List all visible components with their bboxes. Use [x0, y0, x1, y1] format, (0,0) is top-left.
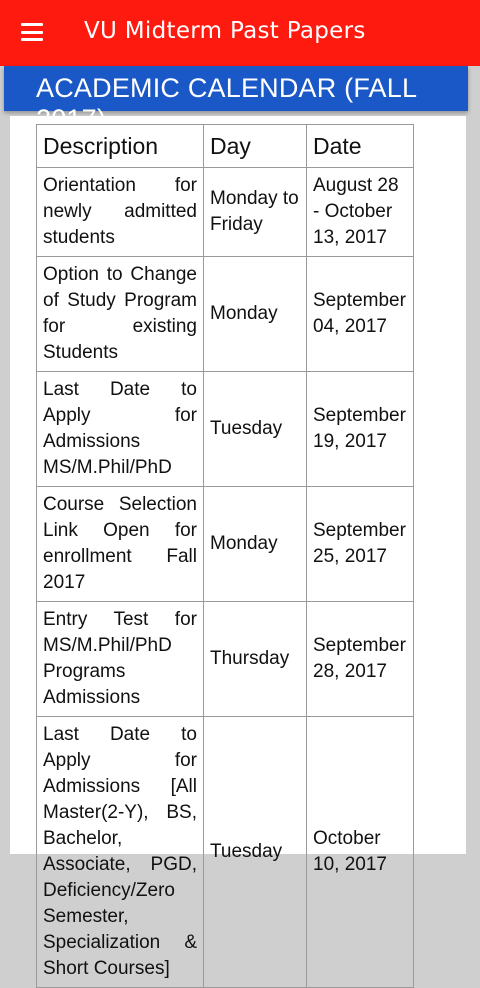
cell-day: Tuesday [204, 717, 307, 988]
cell-day: Monday [204, 257, 307, 372]
cell-description: Last Date to Apply for Admissions [All Master(2-Y), BS, Bachelor, Associate, PGD, Deficiency/Zero Semester, Specialization & Short Courses] [37, 717, 204, 988]
cell-date: September 25, 2017 [307, 487, 414, 602]
header-date: Date [307, 125, 414, 168]
header-day: Day [204, 125, 307, 168]
table-row [37, 717, 414, 988]
cell-description: Option to Change of Study Program for existing Students [37, 257, 204, 372]
cell-description: Orientation for newly admitted students [37, 168, 204, 257]
cell-day: Thursday [204, 602, 307, 717]
calendar-banner [4, 66, 468, 111]
table-row [37, 372, 414, 487]
cell-date: September 28, 2017 [307, 602, 414, 717]
header-description: Description [37, 125, 204, 168]
banner-title: ACADEMIC CALENDAR (FALL [36, 73, 417, 103]
cell-date: September 04, 2017 [307, 257, 414, 372]
cell-day: Tuesday [204, 372, 307, 487]
table-row [37, 487, 414, 602]
app-bar [0, 0, 480, 66]
table-header-row [37, 125, 414, 168]
cell-description: Entry Test for MS/M.Phil/PhD Programs Admissions [37, 602, 204, 717]
table-row [37, 168, 414, 257]
table-row [37, 257, 414, 372]
cell-description: Course Selection Link Open for enrollment Fall 2017 [37, 487, 204, 602]
hamburger-menu-icon[interactable] [21, 23, 43, 41]
calendar-table [36, 124, 414, 988]
cell-day: Monday [204, 487, 307, 602]
cell-date: October 10, 2017 [307, 717, 414, 988]
cell-date: August 28 - October 13, 2017 [307, 168, 414, 257]
cell-day: Monday to Friday [204, 168, 307, 257]
app-title: VU Midterm Past Papers [84, 18, 366, 44]
cell-description: Last Date to Apply for Admissions MS/M.Phil/PhD [37, 372, 204, 487]
table-row [37, 602, 414, 717]
cell-date: September 19, 2017 [307, 372, 414, 487]
content-card[interactable] [10, 116, 466, 979]
